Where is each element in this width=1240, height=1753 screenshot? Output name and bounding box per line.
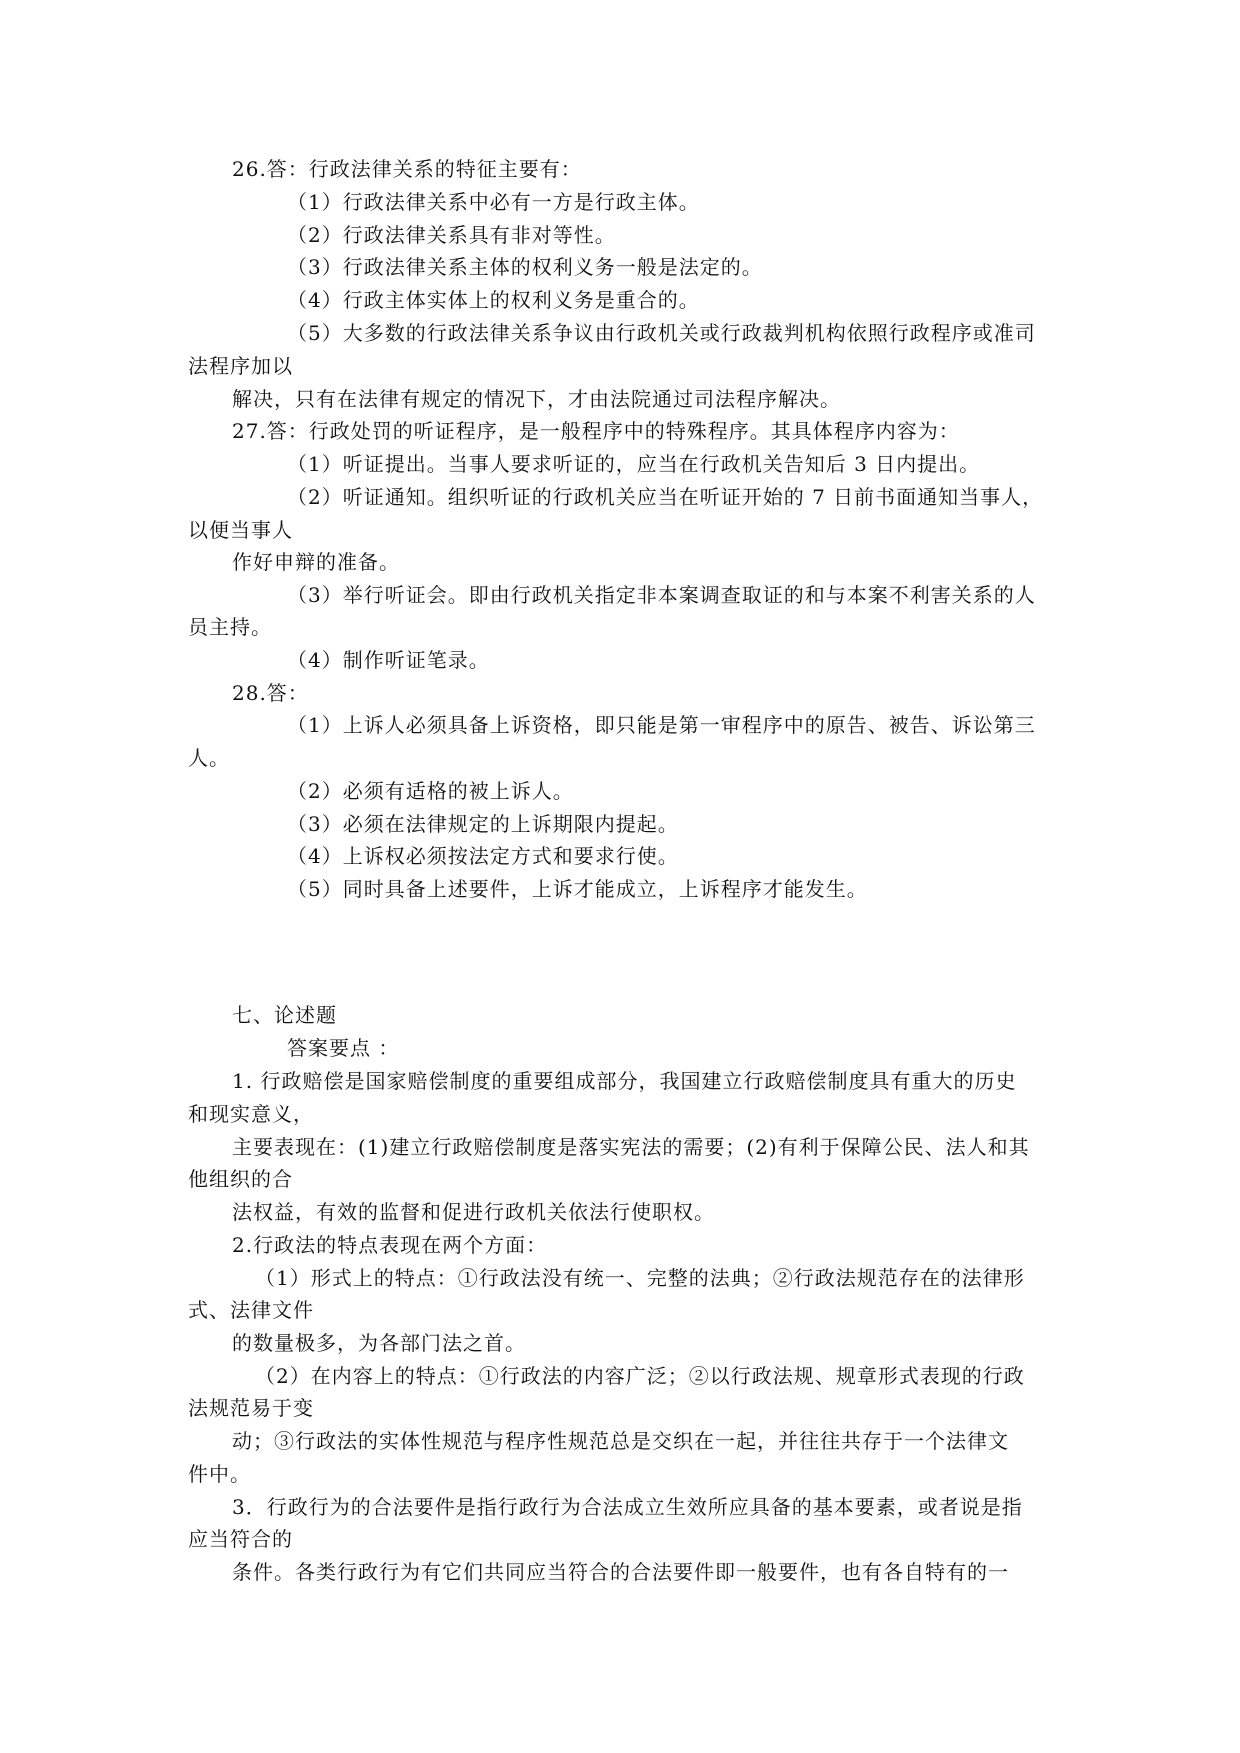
answer-28-item-4: （4）上诉权必须按法定方式和要求行使。 (287, 844, 679, 868)
essay-2-item-2-cont: 法规范易于变 (188, 1396, 314, 1420)
essay-1-text: 主要表现在：(1)建立行政赔偿制度是落实宪法的需要；(2)有利于保障公民、法人和其 (232, 1135, 1030, 1159)
answer-28-item-1: （1）上诉人必须具备上诉资格，即只能是第一审程序中的原告、被告、诉讼第三 (287, 713, 1036, 737)
answer-28-item-3: （3）必须在法律规定的上诉期限内提起。 (287, 812, 679, 836)
section-heading: 七、论述题 (232, 1003, 337, 1027)
answer-27-heading: 27.答：行政处罚的听证程序，是一般程序中的特殊程序。其具体程序内容为： (232, 419, 960, 443)
answer-27-item-2: （2）听证通知。组织听证的行政机关应当在听证开始的 7 日前书面通知当事人， (287, 485, 1044, 509)
answer-26-item-2: （2）行政法律关系具有非对等性。 (287, 223, 616, 247)
answer-26-item-5: （5）大多数的行政法律关系争议由行政机关或行政裁判机构依照行政程序或准司 (287, 321, 1036, 345)
essay-1-text: 1. 行政赔偿是国家赔偿制度的重要组成部分，我国建立行政赔偿制度具有重大的历史 (232, 1069, 1017, 1093)
essay-1-text: 他组织的合 (188, 1167, 293, 1191)
answer-27-item-2-cont: 作好申辩的准备。 (232, 550, 400, 574)
answer-26-item-5-cont: 法程序加以 (188, 354, 293, 378)
essay-2-item-2-cont: 动；③行政法的实体性规范与程序性规范总是交织在一起，并往往共存于一个法律文 (232, 1429, 1009, 1453)
essay-3-text: 条件。各类行政行为有它们共同应当符合的合法要件即一般要件，也有各自特有的一 (232, 1560, 1009, 1584)
answer-28-item-1-cont: 人。 (188, 746, 230, 770)
answer-28-heading: 28.答： (232, 681, 309, 705)
answer-27-item-3: （3）举行听证会。即由行政机关指定非本案调查取证的和与本案不利害关系的人 (287, 583, 1036, 607)
answer-26-heading: 26.答：行政法律关系的特征主要有： (232, 157, 582, 181)
answer-26-item-4: （4）行政主体实体上的权利义务是重合的。 (287, 288, 700, 312)
answer-27-item-1: （1）听证提出。当事人要求听证的，应当在行政机关告知后 3 日内提出。 (287, 452, 981, 476)
essay-2-item-1-cont: 的数量极多，为各部门法之首。 (232, 1331, 526, 1355)
essay-1-text: 和现实意义， (188, 1102, 314, 1126)
essay-2-item-1-cont: 式、法律文件 (188, 1298, 314, 1322)
essay-2-item-2: （2）在内容上的特点：①行政法的内容广泛；②以行政法规、规章形式表现的行政 (255, 1364, 1025, 1388)
answer-28-item-5: （5）同时具备上述要件，上诉才能成立，上诉程序才能发生。 (287, 877, 868, 901)
essay-3-text: 3．行政行为的合法要件是指行政行为合法成立生效所应具备的基本要素，或者说是指 (232, 1495, 1023, 1519)
answer-key-label: 答案要点 ： (287, 1036, 400, 1060)
answer-27-item-2-cont: 以便当事人 (188, 518, 293, 542)
answer-28-item-2: （2）必须有适格的被上诉人。 (287, 779, 574, 803)
essay-2-heading: 2.行政法的特点表现在两个方面： (232, 1233, 548, 1257)
essay-1-text: 法权益，有效的监督和促进行政机关依法行使职权。 (232, 1200, 715, 1224)
answer-26-item-1: （1）行政法律关系中必有一方是行政主体。 (287, 190, 700, 214)
answer-27-item-3-cont: 员主持。 (188, 615, 272, 639)
essay-2-item-2-cont: 件中。 (188, 1462, 251, 1486)
answer-26-item-5-cont: 解决，只有在法律有规定的情况下，才由法院通过司法程序解决。 (232, 387, 841, 411)
answer-26-item-3: （3）行政法律关系主体的权利义务一般是法定的。 (287, 255, 763, 279)
answer-27-item-4: （4）制作听证笔录。 (287, 648, 490, 672)
essay-3-text: 应当符合的 (188, 1527, 293, 1551)
essay-2-item-1: （1）形式上的特点：①行政法没有统一、完整的法典；②行政法规范存在的法律形 (255, 1266, 1025, 1290)
